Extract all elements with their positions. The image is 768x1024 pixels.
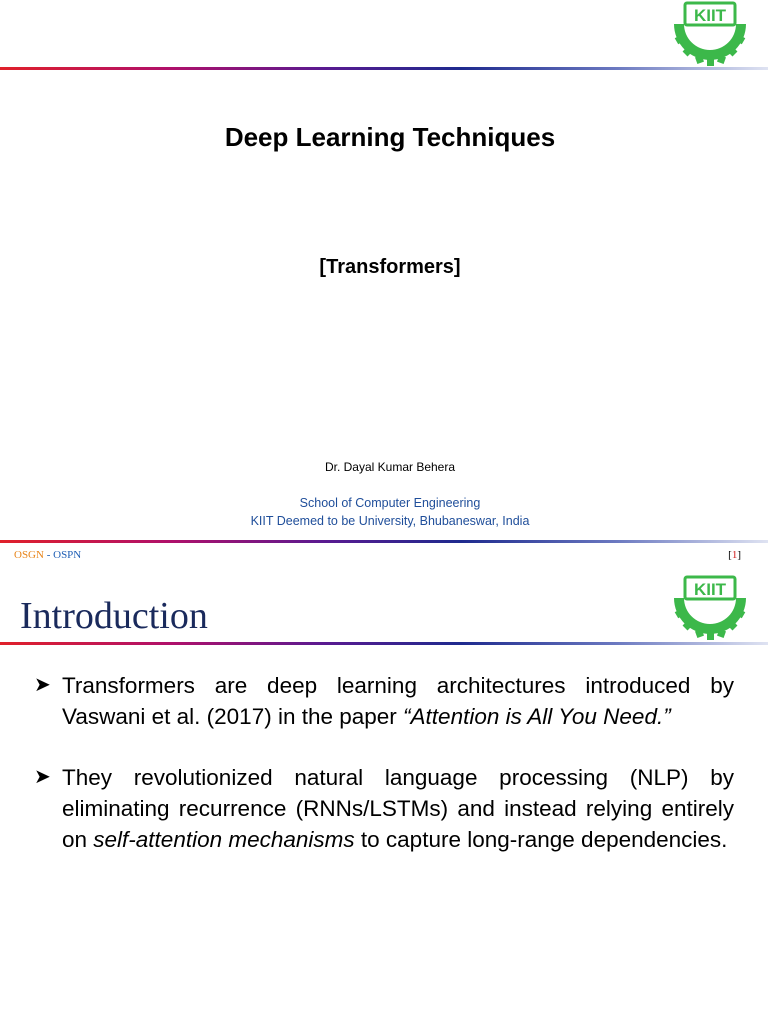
key-term-emphasis: self-attention mechanisms bbox=[93, 827, 355, 852]
footer-code-part2: OSPN bbox=[53, 549, 82, 561]
header-divider bbox=[0, 67, 768, 70]
footer-code-part1: OSGN bbox=[14, 549, 44, 561]
logo-text: KIIT bbox=[693, 6, 727, 25]
presentation-title: Deep Learning Techniques bbox=[224, 122, 556, 152]
kiit-logo bbox=[670, 574, 750, 644]
page-bracket-close: ] bbox=[737, 549, 741, 561]
arrow-bullet-icon: ➤ bbox=[34, 766, 51, 788]
page-bracket-open: [ bbox=[728, 549, 732, 561]
footer-separator: - bbox=[43, 549, 54, 561]
author-name: Dr. Dayal Kumar Behera bbox=[324, 460, 456, 474]
arrow-bullet-icon: ➤ bbox=[34, 674, 51, 696]
logo-text: KIIT bbox=[693, 580, 727, 599]
presentation-subtitle: [Transformers] bbox=[319, 256, 461, 278]
paper-title-emphasis: “Attention is All You Need.” bbox=[403, 704, 671, 729]
bullet-text: They revolutionized natural language processing (NLP) by eliminating recurrence (RNNs/LSTMs) and instead relying entirely on self-attention mechanisms to capture long-range dependencies. bbox=[62, 765, 734, 852]
footer-course-code bbox=[14, 549, 81, 561]
bullet-item bbox=[34, 670, 734, 732]
affiliation-university: KIIT Deemed to be University, Bhubaneswar, India bbox=[250, 514, 530, 528]
bullet-text: Transformers are deep learning architectures introduced by Vaswani et al. (2017) in the paper “Attention is All You Need.” bbox=[62, 673, 734, 729]
footer-divider bbox=[0, 540, 768, 543]
introduction-slide bbox=[0, 566, 768, 1024]
page-number bbox=[728, 549, 741, 561]
title-divider bbox=[0, 642, 768, 645]
bullet-item bbox=[34, 762, 734, 855]
kiit-logo bbox=[670, 0, 750, 70]
affiliation-school: School of Computer Engineering bbox=[299, 496, 481, 510]
slide-title: Introduction bbox=[20, 595, 208, 637]
page-number-value: 1 bbox=[731, 549, 738, 561]
